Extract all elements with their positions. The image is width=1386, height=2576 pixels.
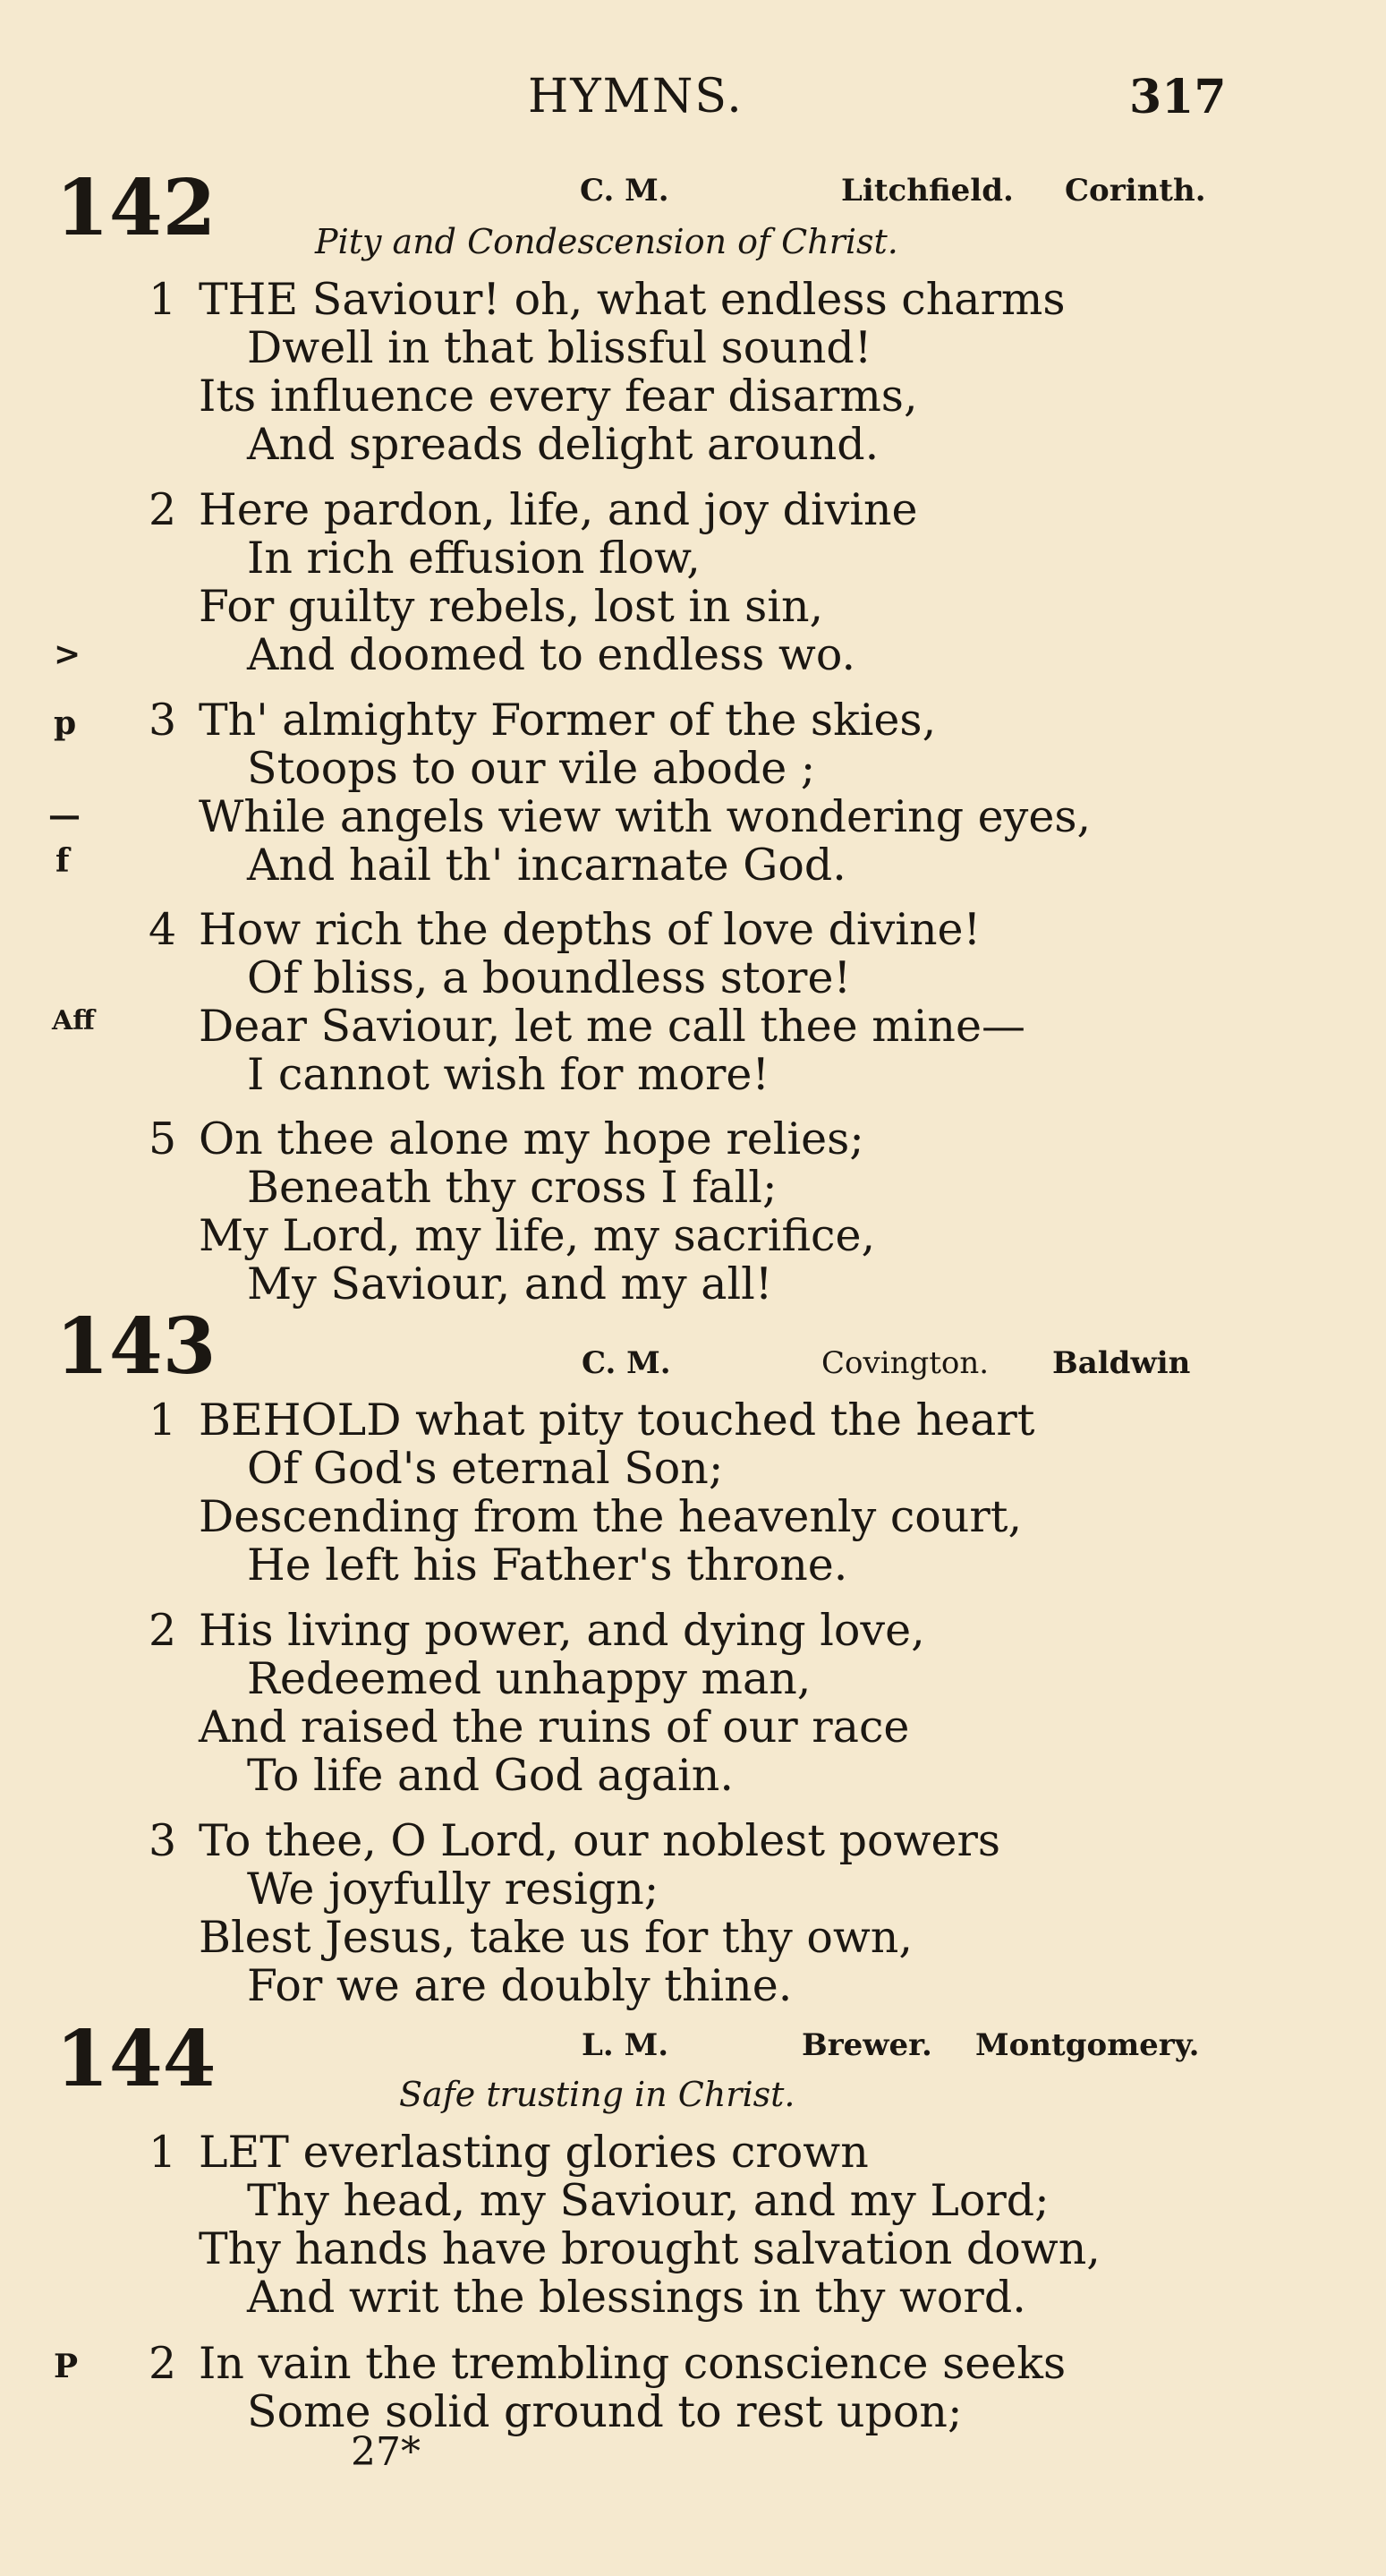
verse-line: Beneath thy cross I fall; — [247, 1162, 778, 1213]
verse-number: 4 — [149, 904, 177, 955]
verse-line: To thee, O Lord, our noblest powers — [199, 1815, 1001, 1866]
verse-line: THE Saviour! oh, what endless charms — [199, 274, 1066, 325]
dynamic-mark: P — [54, 2348, 79, 2385]
verse-line: Dwell in that blissful sound! — [247, 322, 872, 373]
hymn-number: 144 — [55, 2014, 217, 2104]
verse-number: 2 — [149, 1605, 177, 1656]
verse-line: And doomed to endless wo. — [247, 629, 856, 680]
verse-number: 5 — [149, 1113, 177, 1164]
verse-line: And spreads delight around. — [247, 419, 880, 470]
hymn-meter: C. M. — [580, 173, 669, 209]
tune-name: Corinth. — [1065, 173, 1206, 209]
dynamic-mark: f — [55, 842, 70, 880]
hymn-subtitle: Pity and Condescension of Christ. — [315, 222, 898, 261]
verse-number: 1 — [149, 274, 177, 325]
dynamic-mark: — — [48, 797, 81, 834]
verse-line: While angels view with wondering eyes, — [199, 791, 1092, 842]
verse-line: How rich the depths of love divine! — [199, 904, 982, 955]
verse-line: Thy hands have brought salvation down, — [199, 2223, 1101, 2274]
verse-line: And hail th' incarnate God. — [247, 840, 846, 891]
dynamic-mark: > — [54, 635, 81, 673]
tune-name: Covington. — [821, 1345, 990, 1381]
verse-line: He left his Father's throne. — [247, 1540, 848, 1591]
verse-line: Its influence every fear disarms, — [199, 371, 918, 422]
verse-number: 1 — [149, 1395, 177, 1446]
verse-line: Stoops to our vile abode ; — [247, 743, 816, 794]
verse-line: We joyfully resign; — [247, 1864, 659, 1915]
verse-line: Of God's eternal Son; — [247, 1443, 724, 1494]
tune-name: Baldwin — [1052, 1345, 1191, 1381]
verse-line: Some solid ground to rest upon; — [247, 2386, 963, 2437]
verse-number: 1 — [149, 2127, 177, 2178]
verse-line: And raised the ruins of our race — [199, 1702, 910, 1753]
verse-line: Th' almighty Former of the skies, — [199, 695, 937, 746]
verse-line: Thy head, my Saviour, and my Lord; — [247, 2175, 1050, 2226]
page-number: 317 — [1129, 70, 1227, 124]
verse-line: In rich effusion flow, — [247, 533, 701, 584]
verse-number: 3 — [149, 695, 177, 746]
verse-line: His living power, and dying love, — [199, 1605, 925, 1656]
verse-line: Descending from the heavenly court, — [199, 1491, 1023, 1542]
verse-line: My Saviour, and my all! — [247, 1258, 773, 1309]
running-title: HYMNS. — [528, 70, 744, 124]
verse-number: 3 — [149, 1815, 177, 1866]
verse-number: 2 — [149, 2338, 177, 2389]
hymn-number: 143 — [55, 1301, 217, 1392]
verse-line: For we are doubly thine. — [247, 1960, 793, 2011]
verse-number: 2 — [149, 484, 177, 535]
hymn-subtitle: Safe trusting in Christ. — [399, 2075, 795, 2114]
verse-line: In vain the trembling conscience seeks — [199, 2338, 1067, 2389]
tune-name: Litchfield. — [841, 173, 1014, 209]
hymn-meter: C. M. — [582, 1345, 671, 1381]
verse-line: LET everlasting glories crown — [199, 2127, 869, 2178]
dynamic-mark: Aff — [52, 1005, 95, 1036]
hymn-meter: L. M. — [582, 2027, 669, 2063]
tune-name: Brewer. — [802, 2027, 932, 2063]
dynamic-mark: p — [54, 704, 77, 742]
verse-line: My Lord, my life, my sacrifice, — [199, 1210, 876, 1261]
verse-line: I cannot wish for more! — [247, 1049, 770, 1100]
verse-line: Of bliss, a boundless store! — [247, 952, 852, 1003]
tune-name: Montgomery. — [975, 2027, 1200, 2063]
printer-signature: 27* — [351, 2429, 421, 2475]
verse-line: Dear Saviour, let me call thee mine— — [199, 1001, 1025, 1052]
verse-line: BEHOLD what pity touched the heart — [199, 1395, 1035, 1446]
page-header — [0, 70, 1386, 124]
verse-line: Redeemed unhappy man, — [247, 1653, 812, 1704]
verse-line: For guilty rebels, lost in sin, — [199, 581, 824, 632]
verse-line: And writ the blessings in thy word. — [247, 2272, 1026, 2323]
verse-line: On thee alone my hope relies; — [199, 1113, 864, 1164]
hymn-number: 142 — [55, 163, 217, 253]
verse-line: To life and God again. — [247, 1750, 734, 1801]
verse-line: Here pardon, life, and joy divine — [199, 484, 918, 535]
verse-line: Blest Jesus, take us for thy own, — [199, 1912, 913, 1963]
